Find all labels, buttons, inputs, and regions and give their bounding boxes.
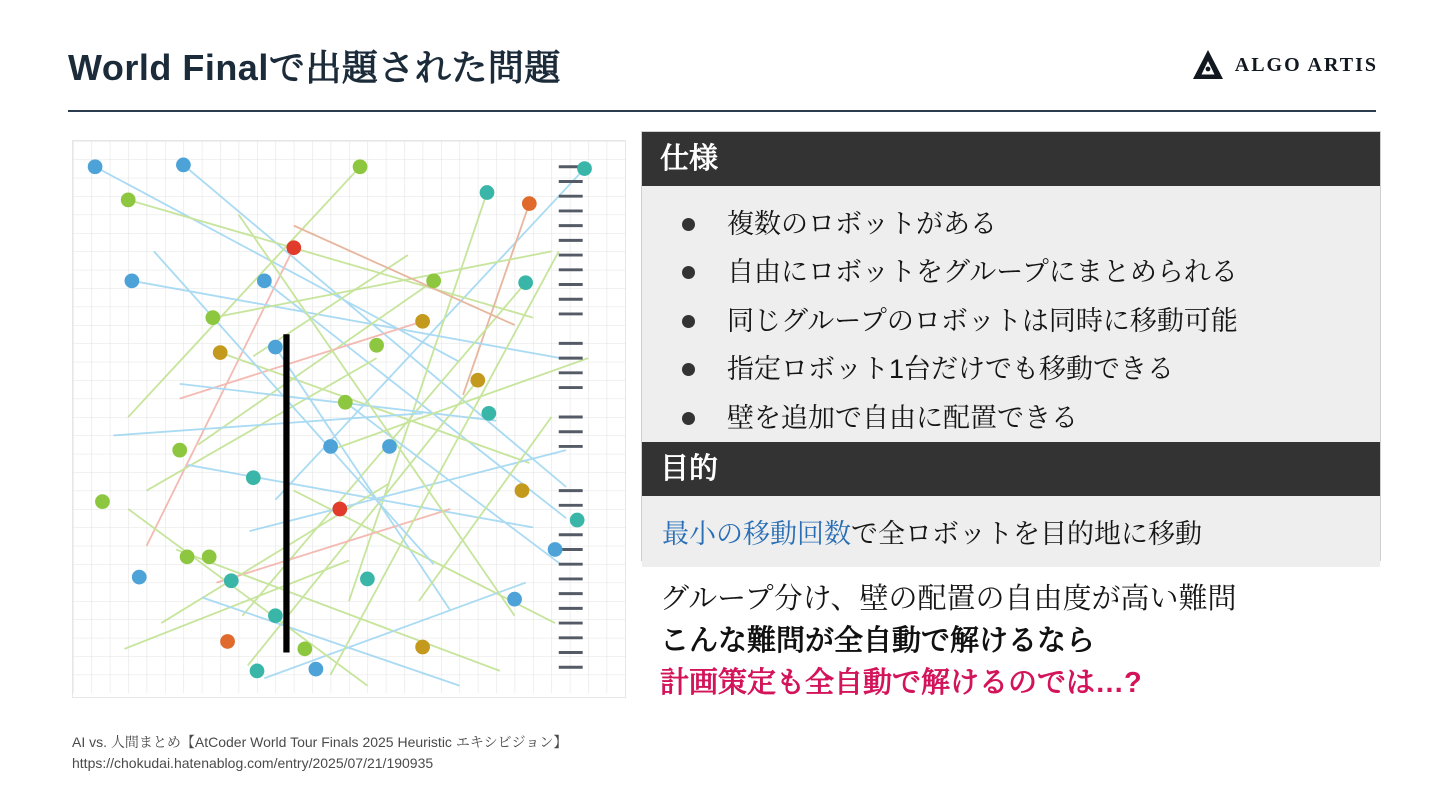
source-footnote [72,732,567,774]
bullet-icon [682,315,695,328]
message-block [660,578,1390,704]
bullet-icon [682,266,695,279]
message-line-1: グループ分け、壁の配置の自由度が高い難問 [660,583,1237,615]
spec-item-label: 壁を追加で自由に配置できる [727,402,1078,433]
spec-item-label: 同じグループのロボットは同時に移動可能 [727,305,1238,336]
spec-list [642,186,1380,442]
bullet-icon [682,218,695,231]
goal-rest: で全ロボットを目的地に移動 [851,519,1202,550]
message-line-2: こんな難問が全自動で解けるなら [660,625,1096,658]
spec-item-label: 複数のロボットがある [727,209,997,239]
spec-item-label: 自由にロボットをグループにまとめられる [727,257,1238,288]
list-item [642,394,1380,442]
list-item [642,345,1380,393]
source-url[interactable]: https://chokudai.hatenablog.com/entry/2025/07/21/190935 [72,755,434,771]
page-title-en: World Final [68,47,269,88]
goal-highlight: 最小の移動回数 [662,519,851,550]
message-line-3: 計画策定も全自動で解けるのでは…? [660,667,1142,700]
source-title: AI vs. 人間まとめ【AtCoder World Tour Finals 2025 Heuristic エキシビジョン】 [72,734,568,750]
goal-header: 目的 [642,442,1380,496]
list-item [642,297,1380,345]
algo-artis-triangle-icon [1191,48,1225,82]
bullet-icon [682,363,695,376]
spec-item-label: 指定ロボット1台だけでも移動できる [727,354,1175,385]
page-title-ja: で出題された問題 [268,47,561,88]
simulation-figure [72,140,626,698]
brand-wordmark: ALGO ARTIS [1234,53,1378,76]
list-item [642,200,1380,248]
brand-logo [1191,48,1378,82]
title-divider [68,110,1376,112]
spec-header: 仕様 [642,132,1380,186]
page-title [68,40,561,91]
bullet-icon [682,412,695,425]
spec-card [641,131,1381,561]
goal-text [642,496,1380,567]
list-item [642,248,1380,296]
